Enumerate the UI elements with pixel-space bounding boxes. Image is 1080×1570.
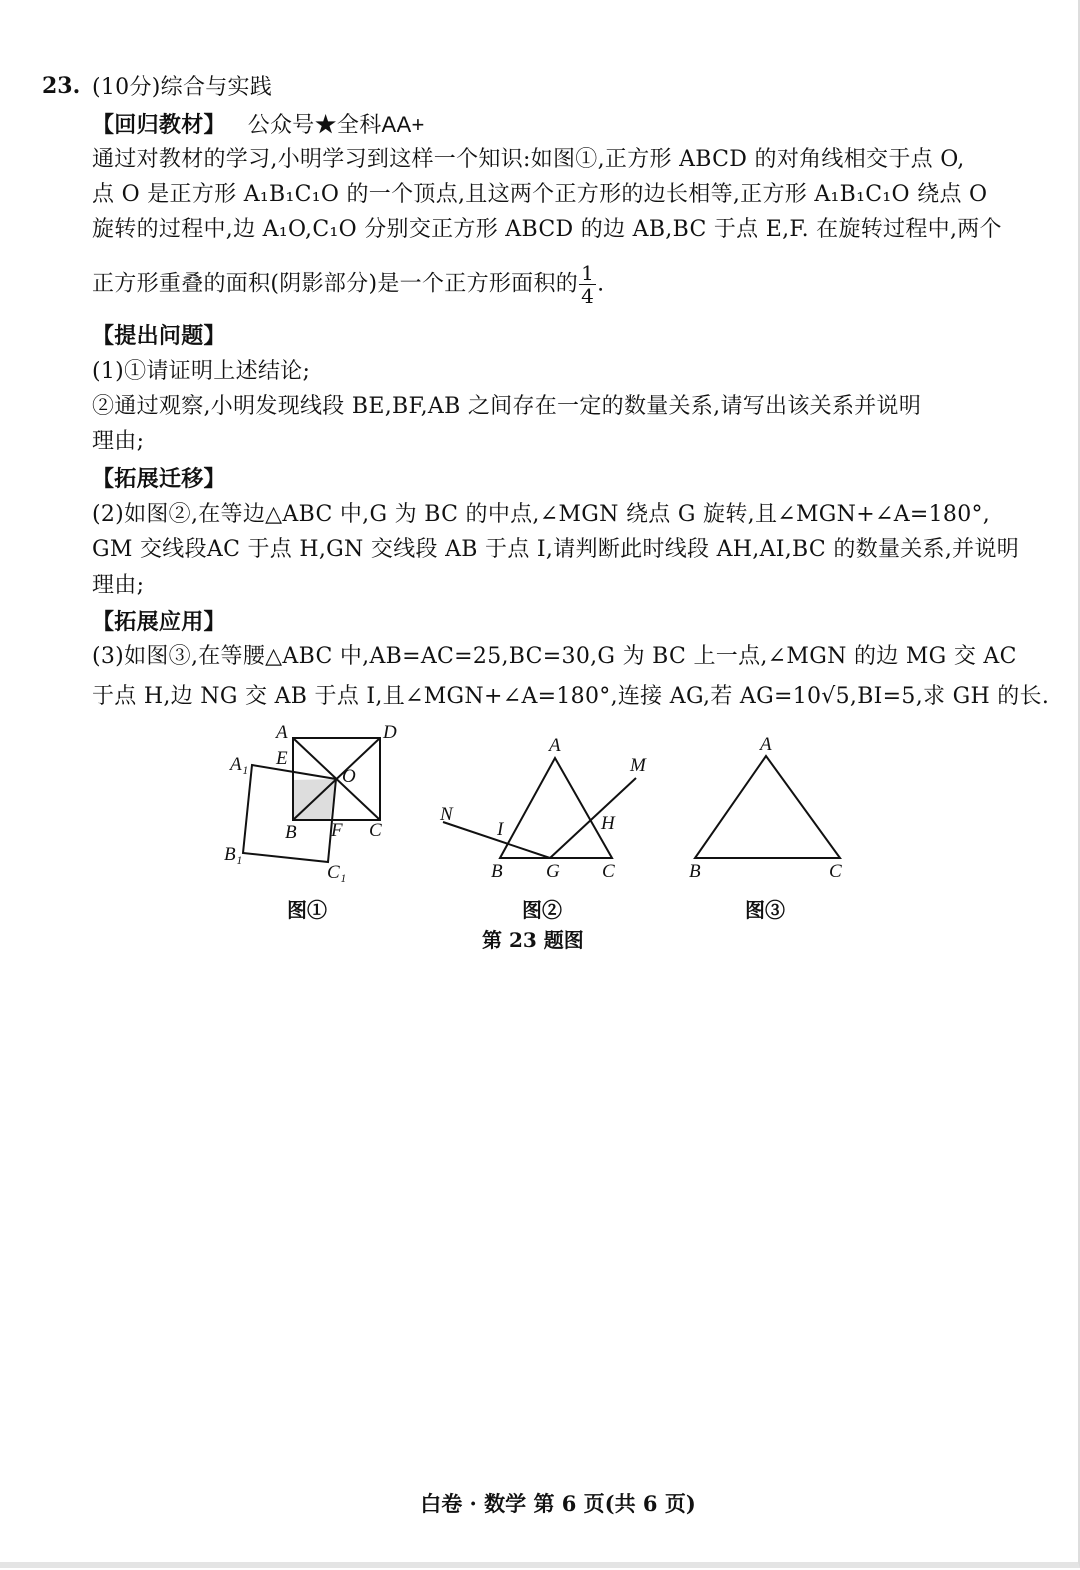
label-F: F xyxy=(331,820,343,841)
label-A: A xyxy=(549,735,561,756)
text-line: 旋转的过程中,边 A₁O,C₁O 分别交正方形 ABCD 的边 AB,BC 于点 E,F. 在旋转过程中,两个 xyxy=(92,217,1002,242)
section-title: 【拓展应用】 xyxy=(92,609,226,635)
text-line: (3)如图③,在等腰△ABC 中,AB=AC=25,BC=30,G 为 BC 上一点,∠MGN 的边 MG 交 AC xyxy=(92,644,1017,669)
figure-group-caption: 第 23 题图 xyxy=(482,928,584,952)
label-A1: A₁ xyxy=(230,754,249,775)
watermark-text: 公众号★全科AA+ xyxy=(247,112,425,137)
section-title: 【提出问题】 xyxy=(92,323,226,349)
figure-3 xyxy=(695,756,840,858)
figure-2-labels xyxy=(439,735,647,882)
question-number: 23. xyxy=(42,73,81,99)
section-title: 【回归教材】 xyxy=(92,112,226,138)
figure-1 xyxy=(243,738,380,862)
label-B1: B₁ xyxy=(224,844,243,865)
section-title: 【拓展迁移】 xyxy=(92,466,226,492)
label-G: G xyxy=(546,861,560,882)
text-line: 点 O 是正方形 A₁B₁C₁O 的一个顶点,且这两个正方形的边长相等,正方形 A₁B₁C₁O 绕点 O xyxy=(92,182,988,207)
label-A: A xyxy=(760,734,772,755)
label-A: A xyxy=(276,722,288,743)
label-M: M xyxy=(630,755,646,776)
numerator: 1 xyxy=(581,261,595,285)
denominator: 4 xyxy=(581,284,595,308)
text-line: 正方形重叠的面积(阴影部分)是一个正方形面积的 xyxy=(92,271,579,297)
page-footer: 白卷 · 数学 第 6 页(共 6 页) xyxy=(420,1491,696,1516)
label-C1: C₁ xyxy=(327,862,347,883)
label-B: B xyxy=(491,861,503,882)
text-line: 于点 H,边 NG 交 AB 于点 I,且∠MGN+∠A=180°,连接 AG,若 AG=10√5,BI=5,求 GH 的长. xyxy=(92,684,1050,709)
label-B: B xyxy=(285,822,297,843)
figure-1-caption: 图① xyxy=(287,898,327,922)
text-line: GM 交线段AC 于点 H,GN 交线段 AB 于点 I,请判断此时线段 AH,AI,BC 的数量关系,并说明 xyxy=(92,537,1020,562)
text-line: ②通过观察,小明发现线段 BE,BF,AB 之间存在一定的数量关系,请写出该关系并说明 xyxy=(92,394,922,419)
label-C: C xyxy=(829,861,842,882)
label-D: D xyxy=(383,722,397,743)
question-header: (10分)综合与实践 xyxy=(92,75,273,100)
label-N: N xyxy=(440,804,453,825)
label-C: C xyxy=(602,861,615,882)
label-I: I xyxy=(497,819,504,840)
label-B: B xyxy=(689,861,701,882)
figure-3-caption: 图③ xyxy=(745,898,785,922)
label-H: H xyxy=(601,813,615,834)
ray-gm xyxy=(550,778,636,858)
text-line: 理由; xyxy=(92,429,145,454)
text-line: 通过对教材的学习,小明学习到这样一个知识:如图①,正方形 ABCD 的对角线相交于点 O, xyxy=(92,147,965,172)
figure-2-caption: 图② xyxy=(522,898,562,922)
triangle-abc xyxy=(695,756,840,858)
label-C: C xyxy=(369,820,382,841)
text-line: 理由; xyxy=(92,573,145,598)
text-line: (1)①请证明上述结论; xyxy=(92,359,311,384)
triangle-abc xyxy=(500,758,612,858)
label-O: O xyxy=(342,766,356,787)
text-line-fraction: 正方形重叠的面积(阴影部分)是一个正方形面积的 $\frac{1}{4}$ . xyxy=(92,261,605,308)
figure-2 xyxy=(443,758,636,858)
text-line: (2)如图②,在等边△ABC 中,G 为 BC 的中点,∠MGN 绕点 G 旋转,且∠MGN+∠A=180°, xyxy=(92,502,991,527)
label-E: E xyxy=(276,748,288,769)
